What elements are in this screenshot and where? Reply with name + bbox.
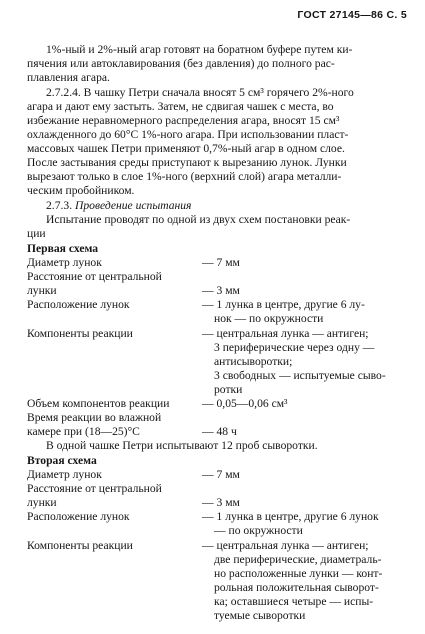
- text-span: 1%-ный и 2%-ный агар готовят на боратном буфере путем ки-: [46, 43, 353, 56]
- scheme2-comp-value-5: ка; оставшиеся четыре — испы-: [214, 595, 374, 608]
- para-2724-line-5: массовых чашек Петри применяют 0,7%-ный агар в одном слое.: [27, 142, 345, 155]
- page-header: ГОСТ 27145—86 С. 5: [297, 9, 407, 21]
- scheme1-comp-value-5: ротки: [214, 383, 243, 396]
- section-title: Проведение испытания: [75, 199, 192, 212]
- section-number: 2.7.3.: [46, 199, 73, 212]
- intro-line-2: [27, 57, 411, 70]
- scheme1-vol-value: — 0,05—0,06 см³: [202, 397, 288, 410]
- scheme1-note: В одной чашке Петри испытывают 12 проб сыворотки.: [46, 439, 318, 452]
- scheme1-comp-value-1: — центральная лунка — антиген;: [202, 327, 369, 340]
- scheme2-comp-value-1: — центральная лунка — антиген;: [202, 539, 369, 552]
- scheme1-vol-label: Объем компонентов реакции: [27, 397, 170, 410]
- scheme1-comp-value-3: антисыворотки;: [214, 355, 293, 368]
- scheme2-comp-value-2: две периферические, диаметраль-: [214, 553, 382, 566]
- intro-line-3: плавления агара.: [27, 71, 110, 84]
- scheme2-place-value-1: — 1 лунка в центре, другие 6 лунок: [202, 510, 379, 523]
- text-span: пячения или автоклавирования (без давления) до полного рас-: [27, 57, 335, 70]
- scheme1-place-value-1: — 1 лунка в центре, другие 6 лу-: [202, 298, 365, 311]
- scheme2-comp-value-6: туемые сыворотки: [214, 609, 306, 622]
- scheme2-comp-label: Компоненты реакции: [27, 539, 133, 552]
- scheme1-dist-label-2: лунки: [27, 284, 57, 297]
- section-273-line-2: ции: [27, 227, 46, 240]
- scheme2-title: Вторая схема: [27, 454, 97, 467]
- scheme1-time-label-1: Время реакции во влажной: [27, 411, 162, 424]
- scheme1-title: Первая схема: [27, 242, 99, 255]
- scheme2-place-label: Расположение лунок: [27, 510, 130, 523]
- scheme1-time-value: — 48 ч: [202, 425, 237, 438]
- scheme2-dist-value: — 3 мм: [202, 496, 240, 509]
- scheme1-dist-value: — 3 мм: [202, 284, 240, 297]
- para-2724-line-8: ческим пробойником.: [27, 184, 135, 197]
- scheme2-dist-label-1: Расстояние от центральной: [27, 482, 162, 495]
- section-273-line-1: Испытание проводят по одной из двух схем постановки реак-: [46, 213, 351, 226]
- section-273-heading: [46, 199, 191, 212]
- scheme2-dist-label-2: лунки: [27, 496, 57, 509]
- para-2724-line-1: 2.7.2.4. В чашку Петри сначала вносят 5 см³ горячего 2%-ного: [46, 86, 354, 99]
- scheme1-diam-label: Диаметр лунок: [27, 256, 102, 269]
- intro-line-1: [46, 43, 412, 56]
- scheme1-comp-label: Компоненты реакции: [27, 327, 133, 340]
- scheme1-diam-value: — 7 мм: [202, 256, 240, 269]
- scheme1-comp-value-4: 3 свободных — испытуемые сыво-: [214, 369, 386, 382]
- para-2724-line-6: После застывания среды приступают к вырезанию лунок. Лунки: [27, 156, 347, 169]
- para-2724-line-4: охлажденного до 60°С 1%-ного агара. При использовании пласт-: [27, 128, 349, 141]
- scheme2-diam-value: — 7 мм: [202, 468, 240, 481]
- scheme1-time-label-2: камере при (18—25)°С: [27, 425, 140, 438]
- scheme2-diam-label: Диаметр лунок: [27, 468, 102, 481]
- scheme1-place-label: Расположение лунок: [27, 298, 130, 311]
- scheme1-place-value-2: нок — по окружности: [214, 312, 324, 325]
- scheme2-place-value-2: — по окружности: [214, 524, 303, 537]
- scheme2-comp-value-3: но расположенные лунки — конт-: [214, 567, 383, 580]
- para-2724-line-2: агара и дают ему застыть. Затем, не сдвигая чашек с места, во: [27, 100, 334, 113]
- scheme1-dist-label-1: Расстояние от центральной: [27, 270, 162, 283]
- scheme1-comp-value-2: 3 периферические через одну —: [214, 341, 375, 354]
- para-2724-line-7: вырезают только в слое 1%-ного (верхний слой) агара металли-: [27, 170, 342, 183]
- scheme2-comp-value-4: рольная положительная сыворот-: [214, 581, 379, 594]
- para-2724-line-3: избежание неравномерного распределения агара, вносят 15 см³: [27, 114, 340, 127]
